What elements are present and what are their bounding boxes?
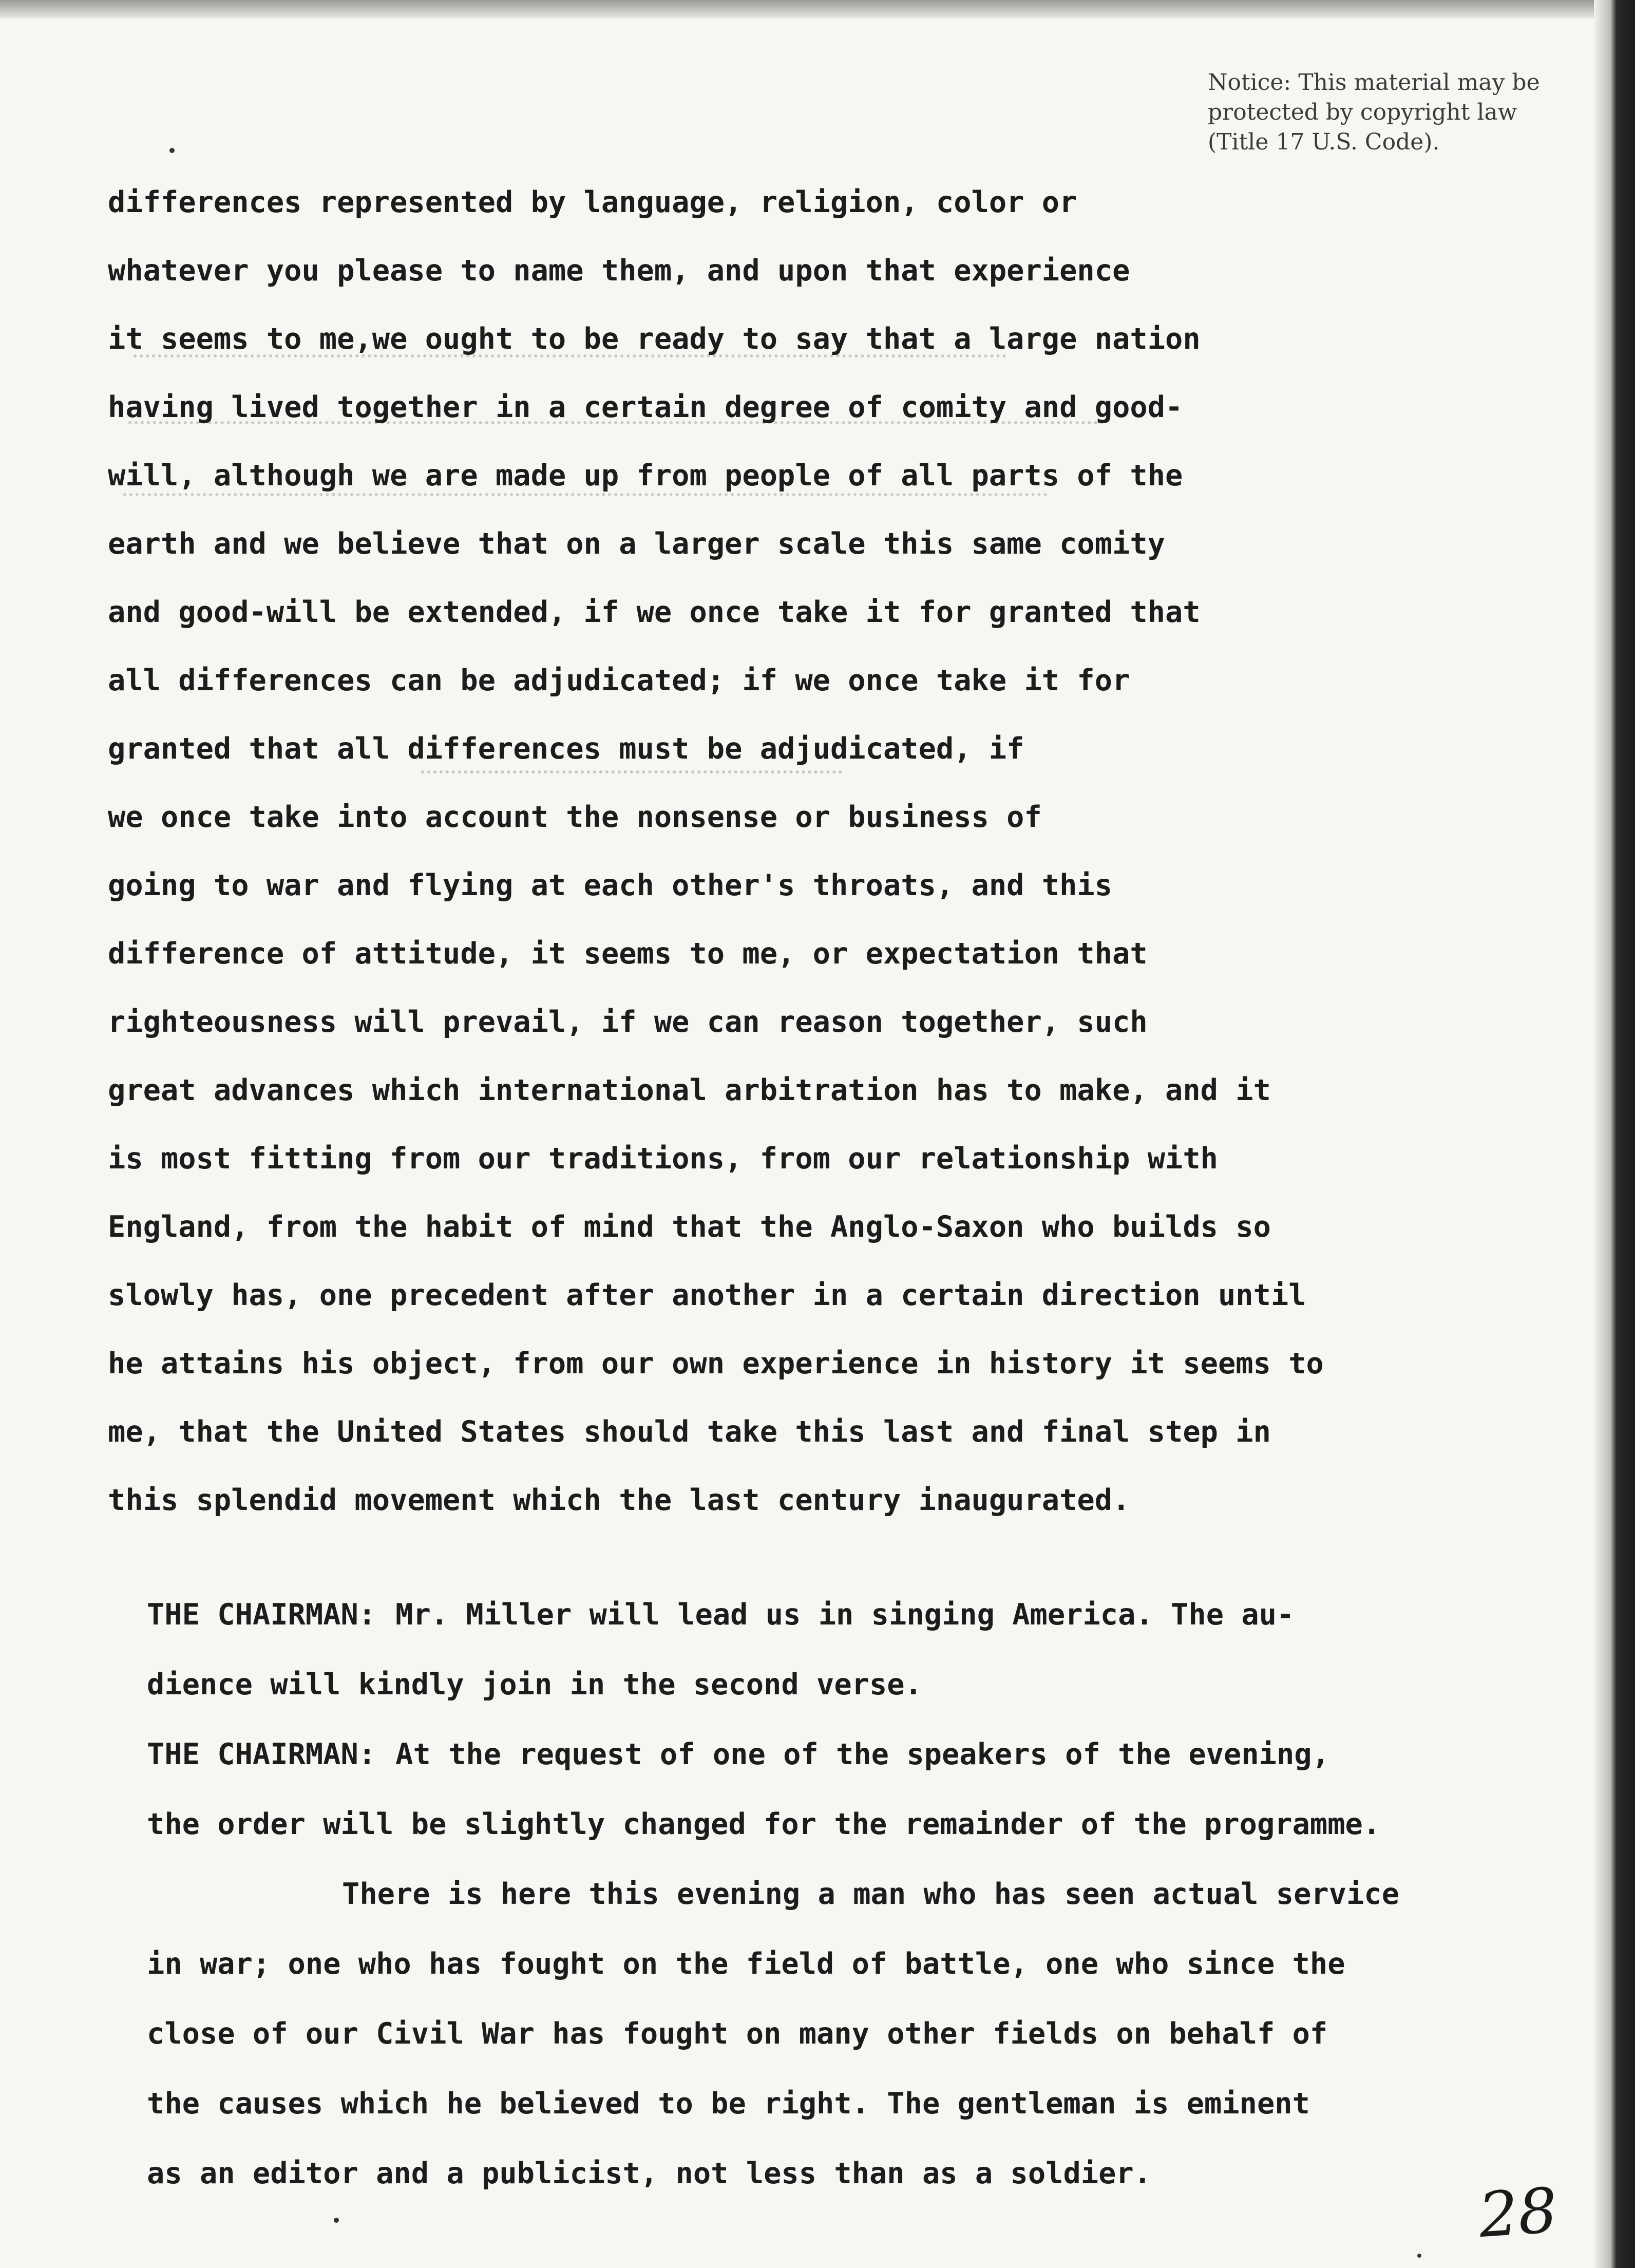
scan-edge-right bbox=[1594, 0, 1635, 2268]
text-line: England, from the habit of mind that the Anglo-Saxon who builds so bbox=[108, 1210, 1271, 1244]
dialog-text: Mr. Miller will lead us in singing America. The au- bbox=[395, 1598, 1295, 1632]
scan-edge-top bbox=[0, 0, 1635, 18]
text-line: great advances which international arbitration has to make, and it bbox=[108, 1073, 1271, 1107]
dialog-line: the order will be slightly changed for the remainder of the programme. bbox=[147, 1807, 1381, 1841]
text-line: will, although we are made up from people of all parts of the bbox=[108, 459, 1183, 493]
text-line: earth and we believe that on a larger scale this same comity bbox=[108, 527, 1166, 561]
dialog-text: At the request of one of the speakers of the evening, bbox=[395, 1737, 1329, 1771]
text-line: all differences can be adjudicated; if we once take it for bbox=[108, 664, 1130, 697]
dialog-line: There is here this evening a man who has seen actual service bbox=[342, 1877, 1400, 1911]
text-line: we once take into account the nonsense or business of bbox=[108, 800, 1042, 834]
text-line: is most fitting from our traditions, from our relationship with bbox=[108, 1142, 1218, 1176]
copyright-notice-line: (Title 17 U.S. Code). bbox=[1208, 129, 1440, 155]
text-line: whatever you please to name them, and upon that experience bbox=[108, 254, 1130, 288]
text-line: differences represented by language, religion, color or bbox=[108, 185, 1077, 219]
scan-speck bbox=[1417, 2254, 1421, 2258]
text-line: me, that the United States should take this last and final step in bbox=[108, 1415, 1271, 1449]
text-line: it seems to me,we ought to be ready to say that a large nation bbox=[108, 322, 1201, 356]
copyright-notice-line: protected by copyright law bbox=[1208, 99, 1517, 125]
dialog-line bbox=[147, 1719, 1564, 1789]
copyright-notice bbox=[1208, 68, 1588, 157]
text-line: having lived together in a certain degree of comity and good- bbox=[108, 390, 1183, 424]
text-line: slowly has, one precedent after another in a certain direction until bbox=[108, 1278, 1306, 1312]
speaker-label: THE CHAIRMAN: bbox=[147, 1598, 376, 1632]
dialog-line bbox=[147, 1580, 1564, 1650]
copyright-notice-line: Notice: This material may be bbox=[1208, 69, 1540, 96]
text-line: righteousness will prevail, if we can reason together, such bbox=[108, 1005, 1148, 1039]
text-line: difference of attitude, it seems to me, or expectation that bbox=[108, 937, 1148, 971]
scan-speck bbox=[169, 148, 175, 153]
text-line: this splendid movement which the last century inaugurated. bbox=[108, 1483, 1130, 1517]
dialog-line: close of our Civil War has fought on many other fields on behalf of bbox=[147, 2017, 1328, 2051]
speaker-label: THE CHAIRMAN: bbox=[147, 1737, 376, 1771]
text-line: he attains his object, from our own experience in history it seems to bbox=[108, 1347, 1324, 1381]
text-line: granted that all differences must be adjudicated, if bbox=[108, 732, 1024, 766]
speech-body bbox=[108, 168, 1525, 1535]
dialog-line: dience will kindly join in the second verse. bbox=[147, 1668, 922, 1702]
handwritten-page-number: 28 bbox=[1476, 2175, 1560, 2252]
scan-speck bbox=[334, 2218, 339, 2223]
text-line: and good-will be extended, if we once take it for granted that bbox=[108, 595, 1201, 629]
dialog-line: in war; one who has fought on the field of battle, one who since the bbox=[147, 1947, 1345, 1981]
text-line: going to war and flying at each other's throats, and this bbox=[108, 868, 1113, 902]
chairman-remarks bbox=[147, 1580, 1564, 2208]
dialog-line: the causes which he believed to be right. The gentleman is eminent bbox=[147, 2087, 1310, 2121]
dialog-line: as an editor and a publicist, not less than as a soldier. bbox=[147, 2157, 1152, 2190]
